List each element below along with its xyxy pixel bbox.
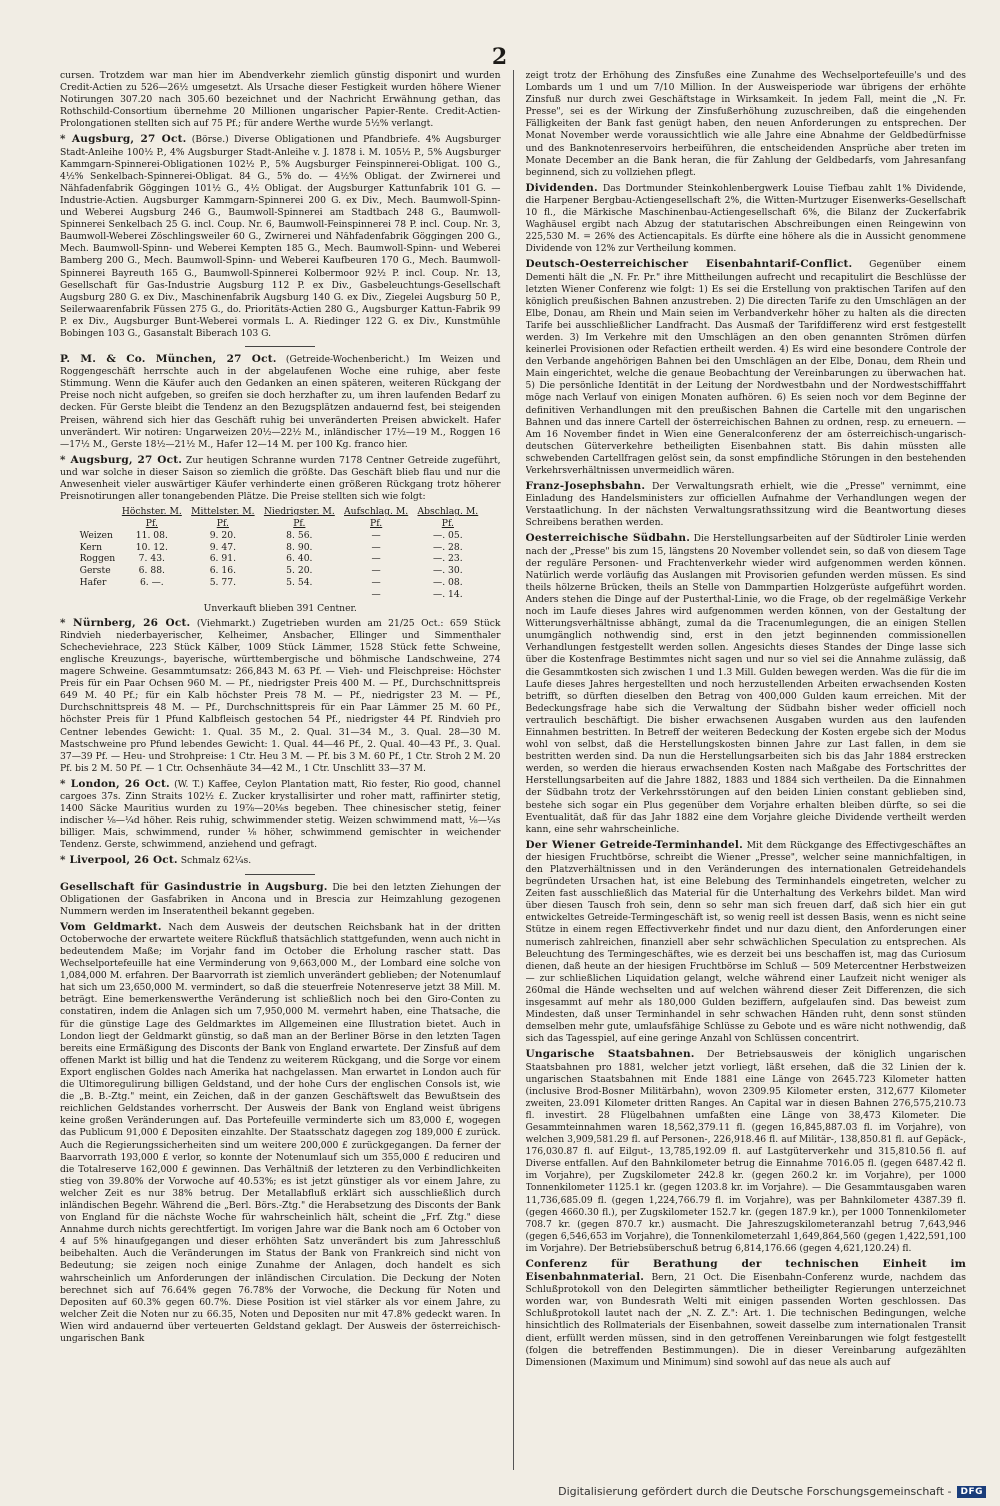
article-text: Die Herstellungsarbeiten auf der Südtiroler Linie werden nach der „Presse" bis zum 15, längstens 20 November vollendet sein, so daß von diesem Tage der reguläre Personen- und Frachtenverkehr wieder wird aufgenommen werden können. Natürlich werde vorläufig das Auslangen mit Provisorien gefunden werden müssen. Es sind theils hölzerne Brücken, theils an Stelle von Dammpartien Holzgerüste aufgeführt worden. Anders stehen die Dinge auf der Pusterthal-Linie, wo die Frage, ob der regelmäßige Verkehr noch im Laufe dieses Jahres wird aufgenommen werden können, von der Gestaltung der Witterungsverhältnisse abhängt, zumal da die Tracenumlegungen, die an einigen Stellen unumgänglich nothwendig sind, erst in den jetzt beginnenden commissionellen Verhandlungen festgestellt werden sollen. Angesichts dieses Standes der Dinge lasse sich über die Kostenfrage Bestimmtes nicht sagen und nur so viel sei die Annahme zulässig, daß die Gesammtkosten sich zwischen 1 und 1.3 Mill. Gulden bewegen werden. Was die für die im Laufe dieses Jahres hergestellten und noch herzustellenden Arbeiten erwachsenden Kosten betrifft, so dürften dieselben den Betrag von 400,000 Gulden kaum erreichen. Mit der Bedeckungsfrage habe sich die Verwaltung der Südbahn bisher weder officiell noch vertraulich beschäftigt. Die bisher erwachsenen Ausgaben wurden aus den laufenden Einnahmen bestritten. In Betreff der weiteren Bedeckung der Kosten ergebe sich der Modus wohl von selbst, daß die Herstellungskosten binnen Jahre zur Last fallen, in dem sie bestritten werden sind. Da nun die Herstellungsarbeiten sich bis das Jahr 1884 erstrecken werden, so werden die hieraus erwachsenden Kosten nach Maßgabe des Fortschrittes der Herstellungsarbeiten auf die Jahre 1882, 1883 und 1884 sich vertheilen. Da die Einnahmen der Südbahn trotz der Verkehrsstörungen auf den beiden Linien constant geblieben sind, bestehe sich sogar ein Plus gegenüber dem Vorjahre erhalten bleiben dürfte, so sei die Eventualität, daß für das Jahr 1882 eine dem Vorjahre gleiche Dividende vertheilt werden kann, eine sehr wahrscheinliche. [525,533,966,835]
article-heading: Dividenden. [525,181,598,194]
article-text: Nach dem Ausweis der deutschen Reichsbank hat in der dritten Octoberwoche der erwartete weitere Rückfluß thatsächlich stattgefunden, wenn auch nicht in bedeutendem Maße; im Vorjahr fand im October die Erholung rascher statt. Das Wechselportefeuille hat eine Verminderung von 9,663,000 M., der Lombard eine solche von 1,084,000 M. erfahren. Der Baarvorrath ist ziemlich unverändert geblieben; der Notenumlauf hat sich um 23,650,000 M. vermindert, so daß die steuerfreie Notenreserve jetzt 38 Mill. M. beträgt. Eine bemerkenswerthe Veränderung ist schließlich noch bei den Giro-Conten zu constatiren, indem die Anlagen sich um 7,950,000 M. vermehrt haben, eine Thatsache, die für die günstige Lage des Geldmarktes im Allgemeinen eine Illustration bietet. Auch in London liegt der Geldmarkt günstig, so daß man an der Berliner Börse in den letzten Tagen bereits eine Ermäßigung des Disconts der Bank von England erwartete. Der Zinsfuß auf dem offenen Markt ist billig und hat die Tendenz zu weiterem Rückgang, und die Sorge vor einem Export englischen Goldes nach Amerika hat nachgelassen. Man erwartet in London auch für die Ultimoregulirung billigen Geldstand, und der hohe Curs der englischen Consols ist, wie die „B. B.-Ztg." meint, ein Zeichen, daß in der ganzen Geschäftswelt das Bewußtsein des reichlichen Geldstandes vorherrscht. Der Ausweis der Bank von England weist übrigens keine großen Veränderungen auf. Das Portefeuille verminderte sich um 83,000 £, wogegen das Publicum 91,000 £ Depositen einzahlte. Der Staatsschatz dagegen zog 189,000 £ zurück. Auch die Regierungssicherheiten sind um weitere 200,000 £ zurückgegangen. Da ferner der Baarvorrath 193,000 £ verlor, so konnte der Notenumlauf sich um 355,000 £ reduciren und die Totalreserve 162,000 £ gewinnen. Das Verhältniß der letzteren zu den Verbindlichkeiten stieg von 39.80% der Vorwoche auf 40.53%; es ist jetzt günstiger als vor einem Jahre, zu welcher Zeit es nur 38% betrug. Der Metallabfluß erklärt sich ausschließlich durch inländischen Begehr. Während die „Berl. Börs.-Ztg." die Herabsetzung des Disconts der Bank von England für die nächste Woche für wahrscheinlich hält, scheint die „Frf. Ztg." diese Annahme durch nichts gerechtfertigt. Im vorigen Jahre war die Bank noch am 6 October von 4 auf 5% hinaufgegangen und dieser erhöhten Satz unverändert bis zum Jahresschluß beibehalten. Auch die Veränderungen im Status der Bank von Frankreich sind nicht von Bedeutung; sie zeigen noch einige Zunahme der Anlagen, doch handelt es sich wahrscheinlich um Anforderungen der inländischen Circulation. Die Deckung der Noten berechnet sich auf 76.64% gegen 76.78% der Vorwoche, die Deckung für Noten und Depositen auf 60.3% gegen 60.7%. Diese Position ist viel stärker als vor einem Jahre, zu welcher Zeit die Noten nur zu 66.35, Noten und Depositen nur mit 47.8% gedeckt waren. In Wien wird andauernd über verteuerten Geldstand geklagt. Der Ausweis der österreichisch-ungarischen Bank [60,921,501,1344]
article-heading: P. M. & Co. München, 27 Oct. [60,353,277,366]
article-paragraph [60,778,501,852]
article-paragraph [526,480,967,529]
article-text: Schmalz 62¼s. [180,855,252,867]
table-header-cell: Höchster. M. Pf. [121,506,182,529]
article [526,70,967,179]
table-cell: — [371,541,381,553]
table-note: Unverkauft blieben 391 Centner. [203,602,357,614]
table-cell: 5. 54. [286,576,313,588]
article [526,182,967,256]
article-paragraph [526,182,967,256]
table-cell: — [371,588,381,600]
table-cell: —. 14. [433,588,463,600]
section-divider [245,346,315,347]
article-text: (Börse.) Diverse Obligationen und Pfandbriefe. 4% Augsburger Stadt-Anleihe 100½ P., 4% Augsburger Stadt-Anleihe v. J. 1878 i. M. 105½ P., 5% Augsburger Kammgarn-Spinnerei-Obligationen 102½ P., 5% Augsburger Feinspinnerei-Obligat. 100 G., 4½% Senkelbach-Spinnerei-Obligat. 84 G., 5% do. — 4½% Obligat. der Zwirnerei und Nähfadenfabrik Göggingen 101½ G., 4½ Obligat. der Augsburger Kattunfabrik 101 G. — Industrie-Actien. Augsburger Kammgarn-Spinnerei 200 G. ex Div., Mech. Baumwoll-Spinn- und Weberei Augsburg 246 G., Baumwoll-Spinnerei am Stadtbach 248 G., Baumwoll-Spinnerei Senkelbach 25 G. incl. Coup. Nr. 6, Baumwoll-Feinspinnerei 78 P. incl. Coup. Nr. 3, Baumwoll-Weberei Zöschlingsweiler 60 G., Zwirnerei und Nähfadenfabrik Göggingen 200 G., Mech. Baumwoll-Spinn- und Weberei Kempten 185 G., Mech. Baumwoll-Spinn- und Weberei Bamberg 200 G., Mech. Baumwoll-Spinn- und Weberei Kaufbeuren 170 G., Mech. Baumwoll-Spinnerei Bayreuth 165 G., Baumwoll-Spinnerei Kolbermoor 92½ P. incl. Coup. Nr. 13, Gesellschaft für Gas-Industrie Augsburg 112 P. ex Div., Gasbeleuchtungs-Gesellschaft Augsburg 280 G. ex Div., Maschinenfabrik Augsburg 140 G. ex Div., Ziegelei Augsburg 50 P., Seilerwaarenfabrik Füssen 275 G., do. Prioritäts-Actien 280 G., Augsburger Kattun-Fabrik 99 P. ex Div., Augsburger Bunt-Weberei vormals L. A. Riedinger 122 G. ex Div., Kunstmühle Bobingen 103 G., Gasanstalt Biberach 103 G. [60,134,501,339]
table-cell: Kern [79,541,102,553]
table-cell [78,589,118,601]
table-row [78,589,483,601]
article [60,70,501,130]
article [526,258,967,477]
article-heading: Deutsch-Oesterreichischer Eisenbahntarif-Conflict. [525,258,853,271]
table-cell [186,589,259,601]
article-paragraph [60,70,501,130]
article [526,480,967,529]
article-heading: Oesterreichische Südbahn. [525,532,691,545]
article-heading: Vom Geldmarkt. [60,920,162,933]
article-heading: * Liverpool, 26 Oct. [60,854,178,867]
column-divider [513,70,514,1470]
article-text: Der Verwaltungsrath erhielt, wie die „Presse" vernimmt, eine Einladung des Handelsministers zur officiellen Aufnahme der Verhandlungen wegen der Verstaatlichung. In der nächsten Verwaltungsrathssitzung wird die Beantwortung dieses Schreibens berathen werden. [525,481,966,529]
article-paragraph [60,617,501,775]
article [526,532,967,835]
article-paragraph [60,921,501,1345]
section-divider [245,874,315,875]
article-heading: * Nürnberg, 26 Oct. [60,616,191,629]
article-paragraph [526,839,967,1046]
article [526,1258,967,1369]
article-text: (W. T.) Kaffee, Ceylon Plantation matt, Rio fester, Rio good, channel cargoes 37s. Zinn Straits 102½ £. Zucker krystallisirter und roher matt, raffinirter stetig, 1400 Säcke Mauritius wurden zu 19⅞—20⅛s begeben. Thee chinesischer stetig, feiner indischer ⅛—¼d höher. Reis ruhig, schwimmender stetig. Weizen schwimmend matt, ⅛—¼s billiger. Mais, schwimmend, runder ⅛ höher, schwimmend gemischter in weichender Tendenz. Gerste, schwimmend, anziehend und gefragt. [60,778,501,851]
table-cell: 11. 08. [135,529,168,541]
footer-text: Digitalisierung gefördert durch die Deutsche Forschungsgemeinschaft - [558,1485,952,1498]
article-heading: Conferenz für Berathung der technischen Einheit im Eisenbahnmaterial. [525,1258,966,1284]
table-cell: 8. 56. [286,529,313,541]
table-header-cell: Abschlag. M. Pf. [417,506,479,529]
table-cell: —. 30. [433,565,463,577]
table-header-cell: Niedrigster. M. Pf. [263,506,335,529]
table-cell: 8. 90. [286,541,313,553]
table-cell: 6. —. [139,576,164,588]
article-text: Zur heutigen Schranne wurden 7178 Centner Getreide zugeführt, und war solche in dieser Saison so ziemlich die größte. Das Geschäft blieb flau und nur die Anwesenheit vieler auswärtiger Käufer verhinderte einen größeren Rückgang trotz höherer Preisnotirungen aller tonangebenden Plätze. Die Preise stellten sich wie folgt: [60,454,501,503]
table-cell [259,589,339,601]
article-paragraph [60,133,501,340]
table-cell: 10. 12. [135,541,168,553]
table-cell: Roggen [79,553,116,565]
table-row [78,553,483,565]
footer [558,1485,986,1498]
article-paragraph [526,1048,967,1255]
article-text: Das Dortmunder Steinkohlenbergwerk Louise Tiefbau zahlt 1% Dividende, die Harpener Bergbau-Actiengesellschaft 2%, die Witten-Murtzuger Eisenwerks-Gesellschaft 10 fl., die Märkische Maschinenbau-Actiengesellschaft 6%, die Bilanz der Zuckerfabrik Waghäusel ergibt nach Abzug der statutarischen Abschreibungen einen Reingewinn von 225,530 M. = 26% des Actiencapitals. Es dürfte eine höhere als die in Aussicht genommene Dividende von 12% zur Vertheilung kommen. [525,182,966,255]
article-paragraph [60,353,501,451]
article-heading: Gesellschaft für Gasindustrie in Augsburg. [60,880,328,893]
article-text: cursen. Trotzdem war man hier im Abendverkehr ziemlich günstig disponirt und wurden Credit-Actien zu 526—26½ umgesetzt. Als Ursache dieser Festigkeit wurden höhere Wiener Notirungen 307.20 nach 305.60 bezeichnet und der Nachricht Erwähnung gethan, das Rothschild-Consortium übernehme 20 Millionen ungarischer Papier-Rente. Credit-Actien-Prolongationen stellten sich auf 75 Pf.; für andere Werthe wurde 5½% verlangt. [60,70,501,130]
article-heading: * Augsburg, 27 Oct. [60,133,187,146]
left-column [60,70,501,1470]
article [526,1048,967,1255]
article-paragraph [526,258,967,477]
newspaper-columns [60,70,966,1470]
article-heading: Der Wiener Getreide-Terminhandel. [525,838,743,851]
article [60,133,501,340]
article-text: zeigt trotz der Erhöhung des Zinsfußes eine Zunahme des Wechselportefeuille's und des Lombards um 1 und um 7/10 Million. In der Ausweisperiode war übrigens der erhöhte Zinsfuß nur durch zwei Geschäftstage in Wirksamkeit. In jedem Fall, meint die „N. Fr. Presse", sei es der Wirkung der Zinsfußerhöhung zuzuschreiben, daß die eingehenden Fälligkeiten der Bank fast genügt haben, den neuen Anforderungen zu entsprechen. Der Monat November werde voraussichtlich wie alle Jahre eine Abnahme der Geldbedürfnisse und des Banknotenreservoirs herbeiführen, die entscheidenden Ansprüche aber treten im Monate December an die Bank heran, die für Zahlung der Geldbedarfs, vom Jahresanfang beginnend, sich zu vollziehen pflegt. [525,70,966,178]
right-column [526,70,967,1470]
table-cell: 5. 20. [286,565,313,577]
table-cell: — [371,553,381,565]
table-cell: 5. 77. [209,576,236,588]
article [60,353,501,451]
table-cell [117,589,186,601]
article-text: Bern, 21 Oct. Die Eisenbahn-Conferenz wurde, nachdem das Schlußprotokoll von den Delegirten sämmtlicher betheiligter Regierungen unterzeichnet worden war, von Bundesrath Welti mit einigen passenden Worten geschlossen. Das Schlußprotokoll lautet nach der „N. Z. Z.": Art. 1. Die technischen Bedingungen, welche hinsichtlich des Rollmaterials der Eisenbahnen, soweit dasselbe zum internationalen Transit dient, erfüllt werden müssen, sind in den getroffenen Vereinbarungen wie folgt festgestellt (folgen die betreffenden Bestimmungen). Die in dieser Vereinbarung aufgezählten Dimensionen (Maximum und Minimum) sind sowohl auf das neue als auch auf [525,1272,966,1368]
table-cell: 6. 91. [209,553,236,565]
table-cell: — [371,565,381,577]
article [60,454,501,503]
table-cell: 6. 16. [209,565,236,577]
table-cell: 6. 40. [286,553,313,565]
table-cell: — [371,529,381,541]
table-cell: 7. 43. [138,553,165,565]
article-heading: Ungarische Staatsbahnen. [525,1048,695,1061]
table-cell: 9. 20. [209,529,236,541]
article-text: (Getreide-Wochenbericht.) Im Weizen und Roggengeschäft herrschte auch in der abgelaufenen Woche eine ruhige, aber feste Stimmung. Wenn die Käufer auch den Gedanken an einen späteren, weiteren Rückgang der Preise noch nicht aufgeben, so greifen sie doch herzhafter zu, um ihren laufenden Bedarf zu decken. Für Gerste bleibt die Tendenz an den Bezugsplätzen andauernd fest, bei steigenden Preisen, während sich hier das Geschäft ruhig bei unveränderten Preisen abwickelt. Hafer unverändert. Wir notiren: Ungarweizen 20½—22½ M., inländischer 17½—19 M., Roggen 16—17½ M., Gerste 18½—21½ M., Hafer 12—14 M. per 100 Kg. franco hier. [60,354,501,450]
article [60,921,501,1345]
article [526,839,967,1046]
article [60,778,501,852]
article-text: Gegenüber einem Dementi hält die „N. Fr. Pr." ihre Mittheilungen aufrecht und recapitulirt die Beschlüsse der letzten Wiener Conferenz wie folgt: 1) Es sei die Erstellung von praktischen Tarifen auf den königlich preußischen Bahnen anzustreben. 2) Die directen Tarife zu den Umschlägen an der Elbe, Donau, am Rhein und Main seien im Verbandverkehr höher zu halten als die directen Tarife bei ausschließlicher Landfracht. Das Ausmaß der Tarifdifferenz wird erst festgestellt werden. 3) Im Verkehre mit den Umschlägen an den oben genannten Strömen dürfen keinerlei Provisionen oder Refactien ertheilt werden. 4) Es wird eine besondere Controle der den Verbande angehörigen Bahnen bei den Umschlägen an der Elbe, Donau, dem Rhein und Main eingerichtet, welche die genaue Beobachtung der Vereinbarungen zu überwachen hat. 5) Die persönliche Identität in der Leitung der Nordwestbahn und der Nordwestschifffahrt möge nach Verlauf von einigen Monaten aufhören. 6) Es seien noch vor dem Beginne der definitiven Verhandlungen mit den preußischen Bahnen die Cartelle mit den ungarischen Bahnen und das innere Cartell der österreichischen Bahnen zu ordnen, resp. zu erneuern. — Am 16 November findet in Wien eine Generalconferenz der am österreichisch-ungarisch-deutschen Güterverkehre betheiligten Eisenbahnen statt. Bis dahin müssten alle schwebenden Cartellfragen gelöst sein, da sonst empfindliche Störungen in den bestehenden Verkehrsverhältnissen unvermeidlich wären. [525,259,966,476]
table-cell: —. 08. [433,576,463,588]
table-cell: Gerste [79,565,111,577]
table-row [78,530,483,542]
article-paragraph [526,70,967,179]
article-paragraph [60,454,501,503]
article-heading: Franz-Josephsbahn. [525,480,646,493]
table-row [78,542,483,554]
page-number: 2 [491,44,509,70]
article [60,881,501,918]
article [60,617,501,775]
article-text: Der Betriebsausweis der königlich ungarischen Staatsbahnen pro 1881, welcher jetzt vorliegt, läßt ersehen, daß die 32 Linien der k. ungarischen Staatsbahnen mit Ende 1881 eine Länge von 2645.723 Kilometer hatten (inclusive Brod-Bosner Militärbahn), wovon 2309.95 Kilometer ersten, 312,677 Kilometer zweiten, 23.091 Kilometer dritten Ranges. An Capital war in diesen Bahnen 276,575,210.73 fl. investirt. 28 Flügelbahnen umfaßten eine Länge von 38,473 Kilometer. Die Gesammteinnahmen waren 18,562,379.11 fl. (gegen 16,845,887.03 fl. im Vorjahre), von welchen 3,909,581.29 fl. auf Personen-, 226,918.46 fl. auf Militär-, 138,850.81 fl. auf Gepäck-, 176,030.87 fl. auf Eilgut-, 13,785,192.09 fl. auf Lastgüterverkehr und 315,810.56 fl. auf Diverse entfallen. Auf den Bahnkilometer betrug die Einnahme 7016.05 fl. (gegen 6487.42 fl. im Vorjahre), per Zugskilometer 242.8 kr. (gegen 260.2 kr. im Vorjahre), per 1000 Tonnenkilometer 1125.1 kr. (gegen 1203.8 kr. im Vorjahre). — Die Gesammtausgaben waren 11,736,685.09 fl. (gegen 1,224,766.79 fl. im Vorjahre), was per Bahnkilometer 4387.39 fl. (gegen 4660.30 fl.), per Zugskilometer 152.7 kr. (gegen 187.9 kr.), per 1000 Tonnenkilometer 708.7 kr. (gegen 870.7 kr.) ausmacht. Die Jahreszugskilometeranzahl betrug 7,643,946 (gegen 6,546,653 im Vorjahre), die Tonnenkilometerzahl 1,649,864,560 (gegen 1,422,591,100 im Vorjahre). Der Betriebsüberschuß betrug 6,814,176.66 (gegen 4,621,120.24) fl. [525,1049,966,1254]
article-paragraph [60,854,501,867]
article-text: Die bei den letzten Ziehungen der Obligationen der Gasfabriken in Ancona und in Brescia zur Heimzahlung gezogenen Nummern werden im Inseratentheil bekannt gegeben. [60,881,501,917]
table-cell: Hafer [79,576,107,588]
table-cell: —. 05. [433,529,463,541]
article-paragraph [526,532,967,835]
dfg-logo: DFG [957,1486,986,1498]
article-text: Mit dem Rückgange des Effectivgeschäftes an der hiesigen Fruchtbörse, schreibt die Wiener „Presse", welcher seine mannichfaltigen, in den Platzverhältnissen und in den Veränderungen des internationalen Getreidehandels begründeten Ursachen hat, ist eine Belebung des Terminhandels eingetreten, welcher zu Zeiten fast ausschließlich das Material für die Unterhaltung des Verkehrs bildet. Man wird über diesen Tausch froh sein, denn so sehr man sich freuen darf, daß sich hier ein gut entwickeltes Getreide-Termingeschäft ist, so wenig reell ist dessen Basis, wenn es nicht seine Stütze in einem regen Effectivverkehr findet und nur dazu dient, den Anforderungen einer numerisch zahlreichen, finanziell aber sehr schwächlichen Speculation zu entsprechen. Als Beleuchtung des Termingeschäftes, wie es derzeit bei uns beschaffen ist, mag das Curiosum dienen, daß heute an der hiesigen Fruchtbörse im Schluß — 509 Metercentner Herbstweizen — zur schließlichen Liquidation gelangt, welche während einer Laufzeit nicht weniger als 260mal die Hände wechselten und auf welchen während dieser Zeit Differenzen, die sich insgesammt auf mehr als 180,000 Gulden beziffern, aufgelaufen sind. Das beweist zum Mindesten, daß unser Terminhandel in sehr schwachen Händen ruht, denn sonst stünden demselben mehr gute, umlaufsfähige Schlüsse zu Gebote und es wäre nicht nothwendig, daß sich das Tagesspiel, auf eine geringe Anzahl von Schlüssen concentrirt. [525,839,966,1045]
article-paragraph [526,1258,967,1369]
article-heading: * London, 26 Oct. [60,777,170,790]
article-heading: * Augsburg, 27 Oct. [60,453,183,466]
article-text: (Viehmarkt.) Zugetrieben wurden am 21/25 Oct.: 659 Stück Rindvieh niederbayerischer, Kelheimer, Ansbacher, Ellinger und Simmenthaler Schecheviehrace, 223 Stück Kälber, 1009 Stück Lämmer, 1528 Stück fette Schweine, englische Kreuzungs-, bayerische, württembergische und böhmische Landschweine, 274 magere Schweine. Gesammtumsatz: 266,843 M. 63 Pf. — Vieh- und Fleischpreise: Höchster Preis für ein Paar Ochsen 960 M. — Pf., niedrigster Preis 400 M. — Pf., Durchschnittspreis 649 M. 40 Pf.; für ein Kalb höchster Preis 78 M. — Pf., niedrigster 23 M. — Pf., Durchschnittspreis 48 M. — Pf., Durchschnittspreis für ein Paar Lämmer 25 M. 60 Pf., höchster Preis für 1 Pfund Kalbfleisch gestochen 54 Pf., niedrigster 44 Pf. Rindvieh pro Centner lebendes Gewicht: 1. Qual. 35 M., 2. Qual. 31—34 M., 3. Qual. 28—30 M. Mastschweine pro Pfund lebendes Gewicht: 1. Qual. 44—46 Pf., 2. Qual. 40—43 Pf., 3. Qual. 37—39 Pf. — Heu- und Strohpreise: 1 Ctr. Heu 3 M. — Pf. bis 3 M. 60 Pf., 1 Ctr. Stroh 2 M. 20 Pf. bis 2 M. 50 Pf. — 1 Ctr. Ochsenhäute 34—42 M., 1 Ctr. Unschlitt 33—37 M. [60,617,501,774]
table-header-cell [78,506,118,530]
article-paragraph [60,881,501,918]
table-header-cell: Mittelster. M. Pf. [191,506,255,529]
grain-price-table [78,506,483,600]
table-cell: —. 23. [433,553,463,565]
table-cell: 9. 47. [209,541,236,553]
table-cell: —. 28. [433,541,463,553]
table-row [78,565,483,577]
table-header-cell: Aufschlag. M. Pf. [344,506,409,529]
table-row [78,577,483,589]
table-cell: 6. 88. [138,565,165,577]
article [60,854,501,867]
table-cell: Weizen [79,529,113,541]
table-cell: — [371,576,381,588]
